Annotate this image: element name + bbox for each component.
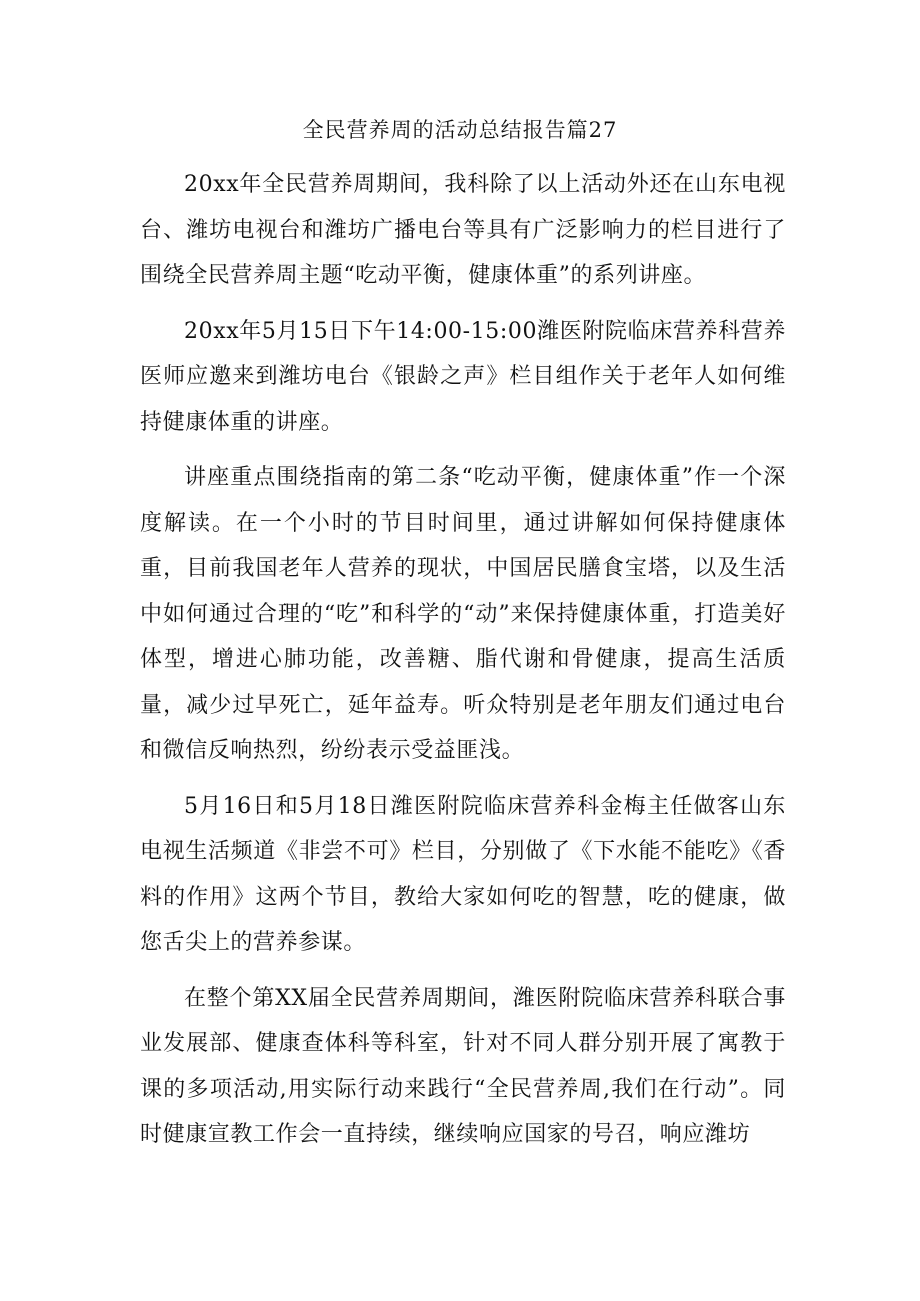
paragraph-3: 讲座重点围绕指南的第二条“吃动平衡，健康体重”作一个深度解读。在一个小时的节目时间里，通过讲解如何保持健康体重，目前我国老年人营养的现状，中国居民膳食宝塔，以及生活中如何通过合理的“吃”和科学的“动”来保持健康体重，打造美好体型，增进心肺功能，改善糖、脂代谢和骨健康，提高生活质量，减少过早死亡，延年益寿。听众特别是老年朋友们通过电台和微信反响热烈，纷纷表示受益匪浅。 <box>140 465 786 763</box>
paragraph-1: 20xx年全民营养周期间，我科除了以上活动外还在山东电视台、潍坊电视台和潍坊广播电台等具有广泛影响力的栏目进行了围绕全民营养周主题“吃动平衡，健康体重”的系列讲座。 <box>140 172 786 288</box>
document-body <box>140 162 786 1168</box>
paragraph-5: 在整个第XX届全民营养周期间，潍医附院临床营养科联合事业发展部、健康查体科等科室，针对不同人群分别开展了寓教于课的多项活动,用实际行动来践行“全民营养周,我们在行动”。同时健康宣教工作会一直持续，继续响应国家的号召，响应潍坊 <box>140 985 786 1147</box>
paragraph-2: 20xx年5月15日下午14:00-15:00潍医附院临床营养科营养医师应邀来到潍坊电台《银龄之声》栏目组作关于老年人如何维持健康体重的讲座。 <box>140 318 786 435</box>
paragraph-4: 5月16日和5月18日潍医附院临床营养科金梅主任做客山东电视生活频道《非尝不可》栏目，分别做了《下水能不能吃》《香料的作用》这两个节目，教给大家如何吃的智慧，吃的健康，做您舌尖上的营养参谋。 <box>140 793 786 955</box>
document-title: 全民营养周的活动总结报告篇27 <box>302 118 618 142</box>
